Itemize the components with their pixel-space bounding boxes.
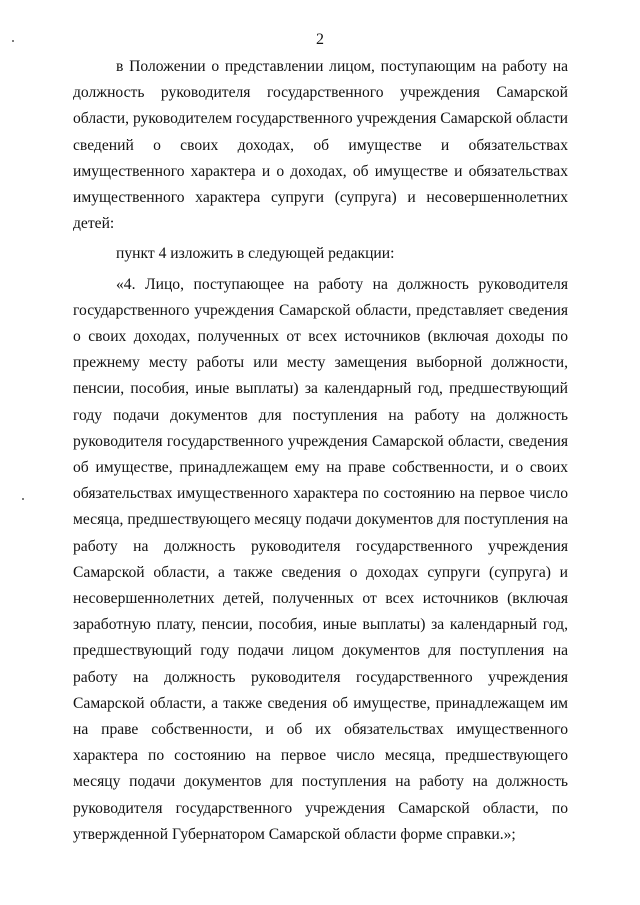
page-number: 2 [316, 31, 324, 48]
scan-speck [22, 498, 24, 500]
paragraph-amendment-instruction: пункт 4 изложить в следующей редакции: [116, 245, 395, 263]
paragraph-regulation-intro: в Положении о представлении лицом, поступающим на работу на должность руководителя государственного учреждения Самарской области, руководителем государственного учреждения Самарской области сведений о своих доходах, об имуществе и обязательствах имущественного характера и о доходах, об имуществе и обязательствах имущественного характера супруги (супруга) и несовершеннолетних детей: [73, 58, 568, 233]
paragraph-clause-4: «4. Лицо, поступающее на работу на должность руководителя государственного учреждения Самарской области, представляет сведения о своих доходах, полученных от всех источников (включая доходы по прежнему месту работы или месту замещения выборной должности, пенсии, пособия, иные выплаты) за календарный год, предшествующий году подачи документов для поступления на работу на должность руководителя государственного учреждения Самарской области, сведения об имуществе, принадлежащем ему на праве собственности, и о своих обязательствах имущественного характера по состоянию на первое число месяца, предшествующего месяцу подачи документов для поступления на работу на должность руководителя государственного учреждения Самарской области, а также сведения о доходах супруги (супруга) и несовершеннолетних детей, полученных от всех источников (включая заработную плату, пенсии, пособия, иные выплаты) за календарный год, предшествующий году подачи лицом документов для поступления на работу на должность руководителя государственного учреждения Самарской области, а также сведения об имуществе, принадлежащем им на праве собственности, и об их обязательствах имущественного характера по состоянию на первое число месяца, предшествующего месяцу подачи документов для поступления на работу на должность руководителя государственного учреждения Самарской области, по утвержденной Губернатором Самарской области форме справки.»; [73, 275, 568, 843]
document-body [73, 54, 568, 848]
